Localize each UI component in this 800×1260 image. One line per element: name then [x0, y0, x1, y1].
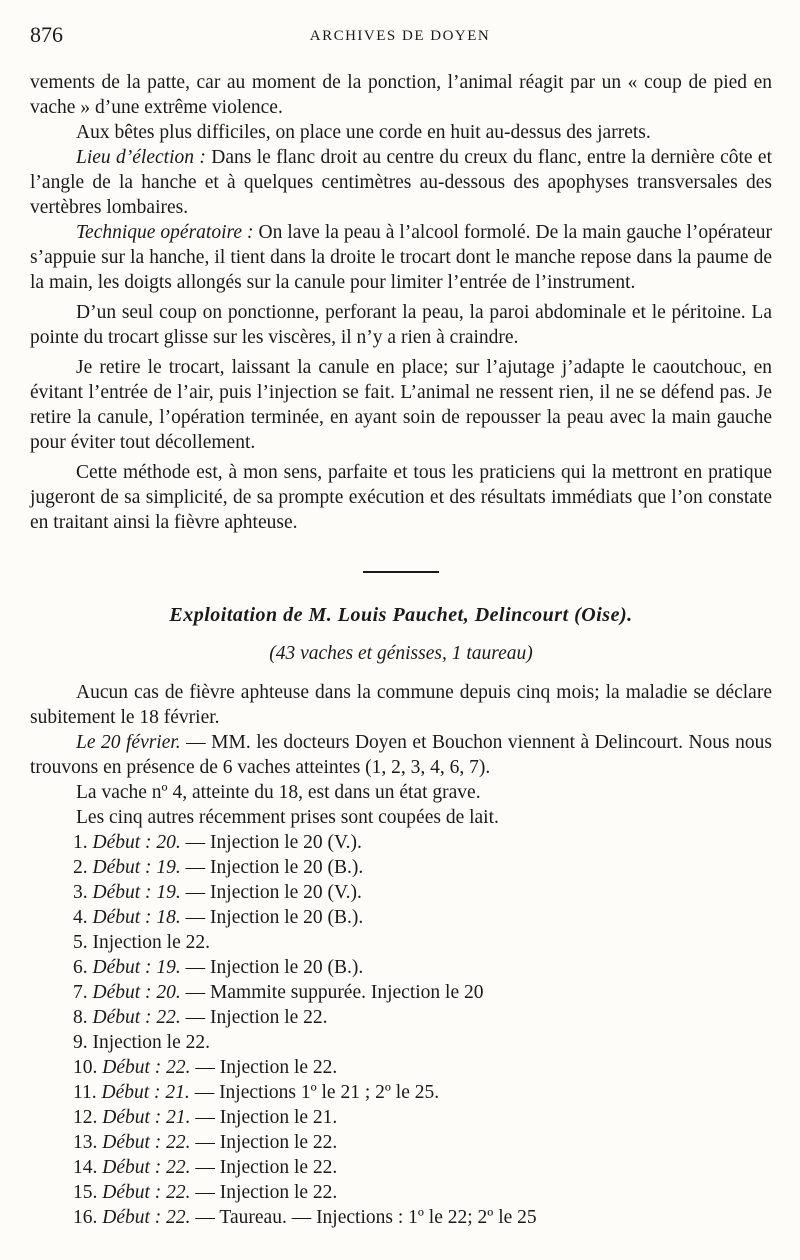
entry-number: 16. [73, 1207, 98, 1228]
paragraph-continuation: vements de la patte, car au moment de la ponction, l’animal réagit par un « coup de pied en vache » d’une extrême violence. [30, 72, 772, 118]
entry-debut: Début : 22. [102, 1132, 191, 1153]
list-item [30, 1180, 772, 1205]
entry-debut: Début : 22. [102, 1157, 191, 1178]
list-item [30, 1080, 772, 1105]
entry-number: 4. [73, 907, 88, 928]
lieu-election-text: Dans le flanc droit au centre du creux du flanc, entre la dernière côte et l’angle de la hanche et à quelques centimètres au-dessous des apophyses transversales des vertèbres lombaires. [30, 147, 772, 218]
entry-debut: Début : 22. [102, 1057, 191, 1078]
entry-debut: Début : 22. [102, 1207, 191, 1228]
entry-text: — Injection le 21. [190, 1107, 338, 1128]
entry-number: 10. [73, 1057, 98, 1078]
lieu-election-label: Lieu d’élection : [76, 147, 206, 168]
entry-number: 3. [73, 882, 88, 903]
entry-number: 13. [73, 1132, 98, 1153]
page-number: 876 [30, 22, 63, 47]
entry-text: — Injection le 22. [190, 1057, 338, 1078]
technique-text: On lave la peau à l’alcool formolé. De la main gauche l’opérateur s’appuie sur la hanche, il tient dans la droite le trocart dont le manche repose dans la paume de la main, les doigts allongés sur la canule pour limiter l’entrée de l’instrument. [30, 222, 773, 293]
entry-text: — Injection le 22. [180, 1007, 328, 1028]
list-item [30, 930, 772, 955]
entry-number: 2. [73, 857, 88, 878]
paragraph-lieu-election [30, 145, 772, 220]
date-text: — MM. les docteurs Doyen et Bouchon viennent à Delincourt. Nous nous trouvons en présence de 6 vaches atteintes (1, 2, 3, 4, 6, 7). [30, 732, 772, 778]
entry-text: — Injection le 20 (V.). [180, 832, 362, 853]
entry-text: — Injection le 20 (B.). [180, 907, 364, 928]
page-header [30, 22, 770, 52]
entry-number: 9. [73, 1032, 88, 1053]
entry-debut: Début : 22. [92, 1007, 181, 1028]
list-item [30, 855, 772, 880]
list-item [30, 1030, 772, 1055]
list-item [30, 880, 772, 905]
entry-debut: Début : 20. [92, 832, 181, 853]
entry-text: — Injection le 22. [190, 1132, 338, 1153]
entry-number: 15. [73, 1182, 98, 1203]
line-vache-4: La vache nº 4, atteinte du 18, est dans un état grave. [76, 782, 481, 803]
entry-text: — Injection le 20 (V.). [180, 882, 362, 903]
list-item [30, 955, 772, 980]
entry-number: 6. [73, 957, 88, 978]
date-label: Le 20 février. [76, 732, 181, 753]
section-subtitle: (43 vaches et génisses, 1 taureau) [269, 643, 533, 664]
entry-number: 14. [73, 1157, 98, 1178]
running-head: ARCHIVES DE DOYEN [309, 28, 491, 44]
entry-debut: Début : 22. [102, 1182, 191, 1203]
entry-debut: Début : 19. [92, 957, 181, 978]
entry-text: Injection le 22. [92, 1032, 211, 1053]
entry-number: 5. [73, 932, 88, 953]
entry-number: 1. [73, 832, 88, 853]
entry-text: — Injections 1º le 21 ; 2º le 25. [189, 1082, 440, 1103]
list-item [30, 1130, 772, 1155]
entry-text: — Injection le 22. [190, 1182, 338, 1203]
technique-label: Technique opératoire : [76, 222, 254, 243]
paragraph-jarrets: Aux bêtes plus difficiles, on place une corde en huit au-dessus des jarrets. [76, 122, 651, 143]
list-item [30, 1155, 772, 1180]
entry-debut: Début : 18. [92, 907, 181, 928]
entry-text: Injection le 22. [92, 932, 211, 953]
entry-number: 12. [73, 1107, 98, 1128]
entry-debut: Début : 21. [101, 1082, 190, 1103]
paragraph-methode: Cette méthode est, à mon sens, parfaite et tous les praticiens qui la mettront en pratique jugeront de sa simplicité, de sa prompte exécution et des résultats immédiats que l’on constate en traitant ainsi la fièvre aphteuse. [30, 462, 772, 533]
paragraph-intro: Aucun cas de fièvre aphteuse dans la commune depuis cinq mois; la maladie se déclare subitement le 18 février. [30, 682, 772, 728]
list-item [30, 1105, 772, 1130]
section-divider [363, 571, 439, 573]
entry-debut: Début : 19. [92, 882, 181, 903]
entry-text: — Injection le 20 (B.). [180, 857, 364, 878]
list-item [30, 1205, 772, 1230]
paragraph-trocart: Je retire le trocart, laissant la canule en place; sur l’ajutage j’adapte le caoutchouc, en évitant l’entrée de l’air, puis l’injection se fait. L’animal ne ressent rien, il ne se défend pas. Je retire la canule, l’opération terminée, en ayant soin de repousser la peau avec la main gauche pour éviter tout décollement. [30, 357, 772, 453]
entry-number: 7. [73, 982, 88, 1003]
paragraph-ponction: D’un seul coup on ponctionne, perforant la peau, la paroi abdominale et le péritoine. La pointe du trocart glisse sur les viscères, il n’y a rien à craindre. [30, 302, 772, 348]
entry-text: — Injection le 20 (B.). [180, 957, 364, 978]
line-cinq-autres: Les cinq autres récemment prises sont coupées de lait. [76, 807, 499, 828]
paragraph-technique [30, 220, 772, 295]
paragraph-date [30, 730, 772, 780]
list-item [30, 830, 772, 855]
entry-text: — Injection le 22. [190, 1157, 338, 1178]
entry-text: — Taureau. — Injections : 1º le 22; 2º le 25 [190, 1207, 537, 1228]
entry-number: 8. [73, 1007, 88, 1028]
list-item [30, 980, 772, 1005]
section-title: Exploitation de M. Louis Pauchet, Delincourt (Oise). [169, 604, 633, 626]
entry-number: 11. [73, 1082, 97, 1103]
injection-list [30, 830, 772, 1230]
list-item [30, 905, 772, 930]
entry-debut: Début : 20. [92, 982, 181, 1003]
entry-debut: Début : 21. [102, 1107, 191, 1128]
list-item [30, 1005, 772, 1030]
entry-debut: Début : 19. [92, 857, 181, 878]
entry-text: — Mammite suppurée. Injection le 20 [180, 982, 484, 1003]
list-item [30, 1055, 772, 1080]
page-body [30, 70, 772, 1230]
